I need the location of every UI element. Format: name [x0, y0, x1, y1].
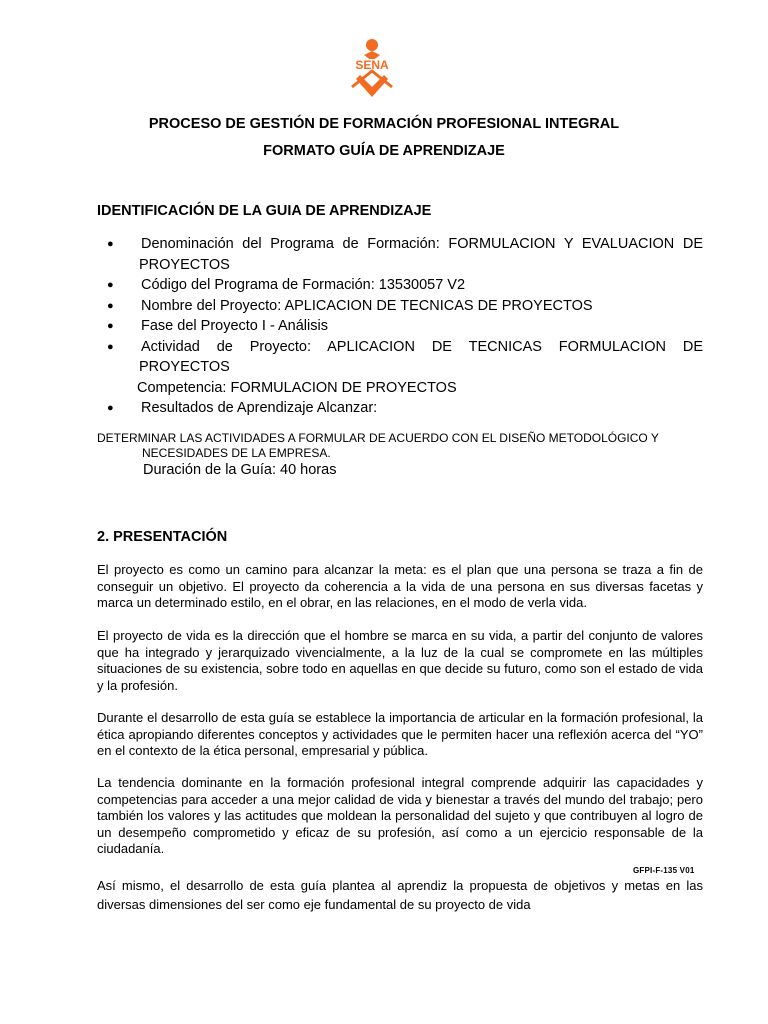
learning-result-line: NECESIDADES DE LA EMPRESA. [142, 446, 331, 460]
document-subtitle: FORMATO GUÍA DE APRENDIZAJE [263, 143, 505, 159]
paragraph-line: Así mismo, el desarrollo de esta guía plantea al aprendiz la propuesta de objetivos y metas en las [97, 878, 703, 893]
list-item [97, 234, 703, 255]
bullet-icon: ● [107, 238, 114, 250]
paragraph [97, 876, 703, 914]
bullet-icon: ● [107, 340, 114, 353]
list-item-text: Actividad de Proyecto: APLICACION DE TECNICAS FORMULACION DE [141, 338, 703, 355]
list-item-text: PROYECTOS [139, 359, 230, 375]
list-item-text: Resultados de Aprendizaje Alcanzar: [141, 400, 378, 416]
paragraph: El proyecto de vida es la dirección que el hombre se marca en su vida, a partir del conjunto de valores que ha integrado y jerarquizado vivencialmente, a la luz de la cual se compromete en las múltiples situaciones de su existencia, sobre todo en aquellas en que decide su futuro, como son el estado de vida y la profesión. [97, 628, 703, 693]
bullet-icon: ● [107, 402, 114, 414]
list-item-continuation [97, 255, 703, 276]
list-item [97, 337, 703, 358]
list-item [97, 296, 703, 317]
list-item-text: Denominación del Programa de Formación: FORMULACION Y EVALUACION DE [141, 236, 703, 252]
learning-result [97, 431, 703, 461]
bullet-icon: ● [107, 299, 114, 312]
paragraph: La tendencia dominante en la formación profesional integral comprende adquirir las capacidades y competencias para acceder a una mejor calidad de vida y bienestar a través del mundo del trabajo; pero también los valores y las actitudes que moldean la personalidad del sujeto y que contribuyen al logro de un desempeño comprometido y eficaz de su profesión, así como a un ejercicio responsable de la ciudadanía. [97, 775, 703, 856]
list-item-text: Código del Programa de Formación: 13530057 V2 [141, 277, 466, 293]
list-item [97, 275, 703, 296]
document-title: PROCESO DE GESTIÓN DE FORMACIÓN PROFESIONAL INTEGRAL [148, 116, 620, 132]
list-item-text: Fase del Proyecto I - Análisis [141, 318, 328, 334]
paragraph: Durante el desarrollo de esta guía se establece la importancia de articular en la formación profesional, la ética apropiando diferentes conceptos y actividades que le permiten hacer una reflexión acerca del “YO” en el contexto de la ética personal, empresarial y pública. [97, 710, 703, 758]
identification-heading: IDENTIFICACIÓN DE LA GUIA DE APRENDIZAJE [97, 203, 432, 219]
learning-result-line: DETERMINAR LAS ACTIVIDADES A FORMULAR DE ACUERDO CON EL DISEÑO METODOLÓGICO Y [97, 431, 659, 445]
list-item-continuation [97, 357, 703, 378]
list-item-text: PROYECTOS [139, 256, 230, 273]
list-item-competencia [97, 378, 703, 399]
sena-logo [342, 37, 402, 101]
identification-list [97, 234, 703, 419]
guide-duration: Duración de la Guía: 40 horas [143, 462, 337, 478]
list-item [97, 398, 703, 419]
paragraph: El proyecto es como un camino para alcanzar la meta: es el plan que una persona se traza a fin de conseguir un objetivo. El proyecto da coherencia a la vida de una persona en sus diversas facetas y marca un determinado estilo, en el obrar, en las relaciones, en el modo de verla vida. [97, 562, 703, 610]
sena-logo-text: SENA [355, 58, 389, 72]
paragraph-line: diversas dimensiones del ser como eje fundamental de su proyecto de vida [97, 897, 531, 912]
form-code: GFPI-F-135 V01 [633, 866, 695, 875]
list-item-text: Competencia: FORMULACION DE PROYECTOS [137, 379, 457, 396]
bullet-icon: ● [107, 320, 114, 332]
presentation-heading: 2. PRESENTACIÓN [97, 529, 228, 545]
bullet-icon: ● [107, 279, 114, 291]
list-item-text: Nombre del Proyecto: APLICACION DE TECNICAS DE PROYECTOS [141, 297, 593, 314]
list-item [97, 316, 703, 337]
